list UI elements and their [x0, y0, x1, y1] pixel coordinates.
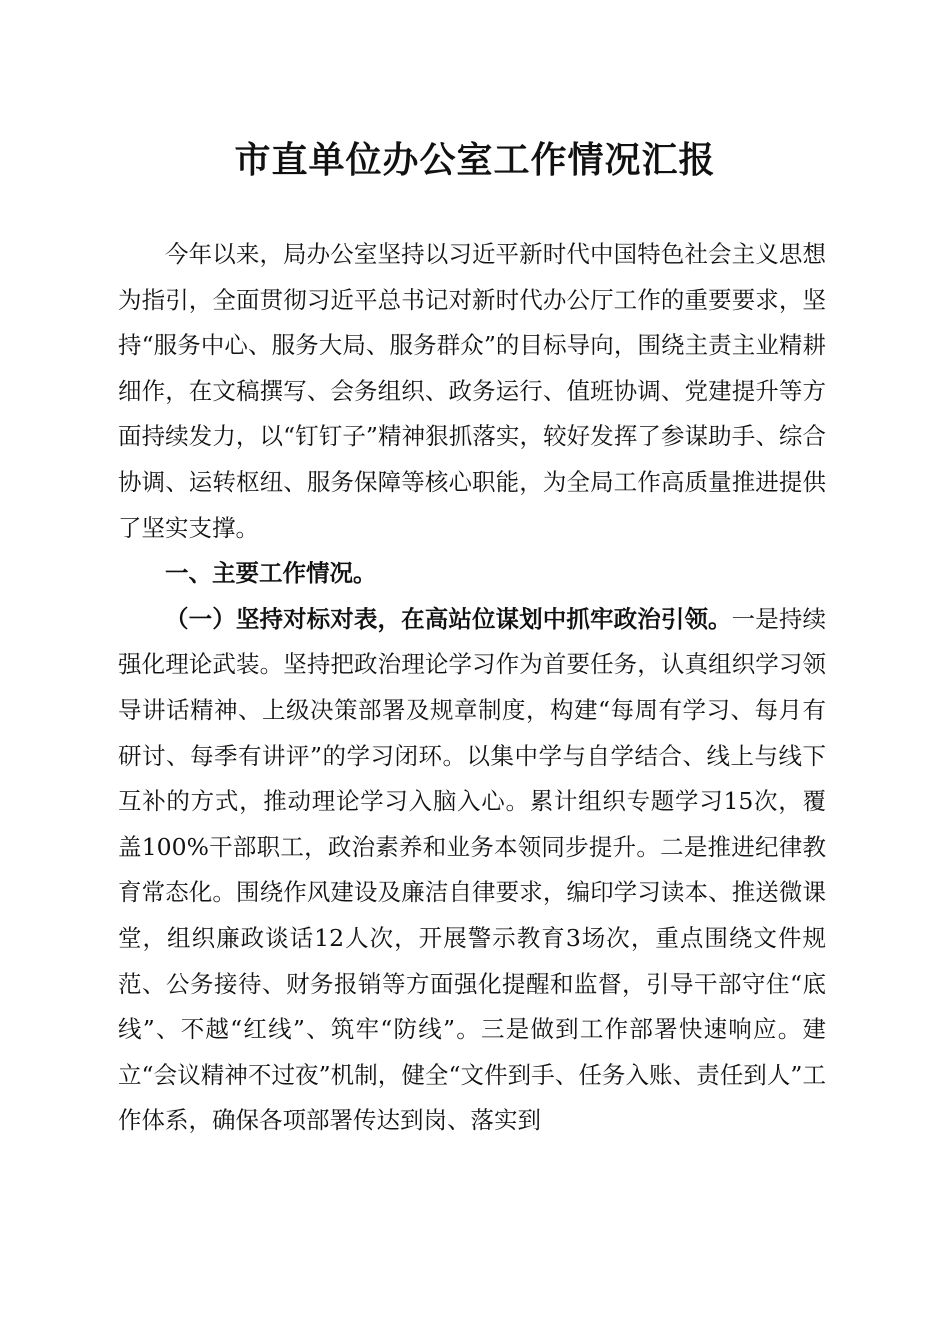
section-heading-1: 一、主要工作情况。	[165, 559, 377, 588]
subsection-paragraph-1	[118, 597, 826, 1144]
document-body	[118, 232, 826, 1144]
subsection-lead-1: （一）坚持对标对表，在高站位谋划中抓牢政治引领。	[165, 604, 732, 633]
document-title: 市直单位办公室工作情况汇报	[234, 139, 716, 181]
intro-paragraph: 今年以来，局办公室坚持以习近平新时代中国特色社会主义思想为指引，全面贯彻习近平总书记对新时代办公厅工作的重要要求，坚持“服务中心、服务大局、服务群众”的目标导向，围绕主责主业精耕细作，在文稿撰写、会务组织、政务运行、值班协调、党建提升等方面持续发力，以“钉钉子”精神狠抓落实，较好发挥了参谋助手、综合协调、运转枢纽、服务保障等核心职能，为全局工作高质量推进提供了坚实支撑。	[118, 240, 826, 542]
subsection-body-1: 一是持续强化理论武装。坚持把政治理论学习作为首要任务，认真组织学习领导讲话精神、上级决策部署及规章制度，构建“每周有学习、每月有研讨、每季有讲评”的学习闭环。以集中学与自学结合、线上与线下互补的方式，推动理论学习入脑入心。累计组织专题学习15次，覆盖100%干部职工，政治素养和业务本领同步提升。二是推进纪律教育常态化。围绕作风建设及廉洁自律要求，编印学习读本、推送微课堂，组织廉政谈话12人次，开展警示教育3场次，重点围绕文件规范、公务接待、财务报销等方面强化提醒和监督，引导干部守住“底线”、不越“红线”、筑牢“防线”。三是做到工作部署快速响应。建立“会议精神不过夜”机制，健全“文件到手、任务入账、责任到人”工作体系，确保各项部署传达到岗、落实到	[118, 604, 827, 1135]
